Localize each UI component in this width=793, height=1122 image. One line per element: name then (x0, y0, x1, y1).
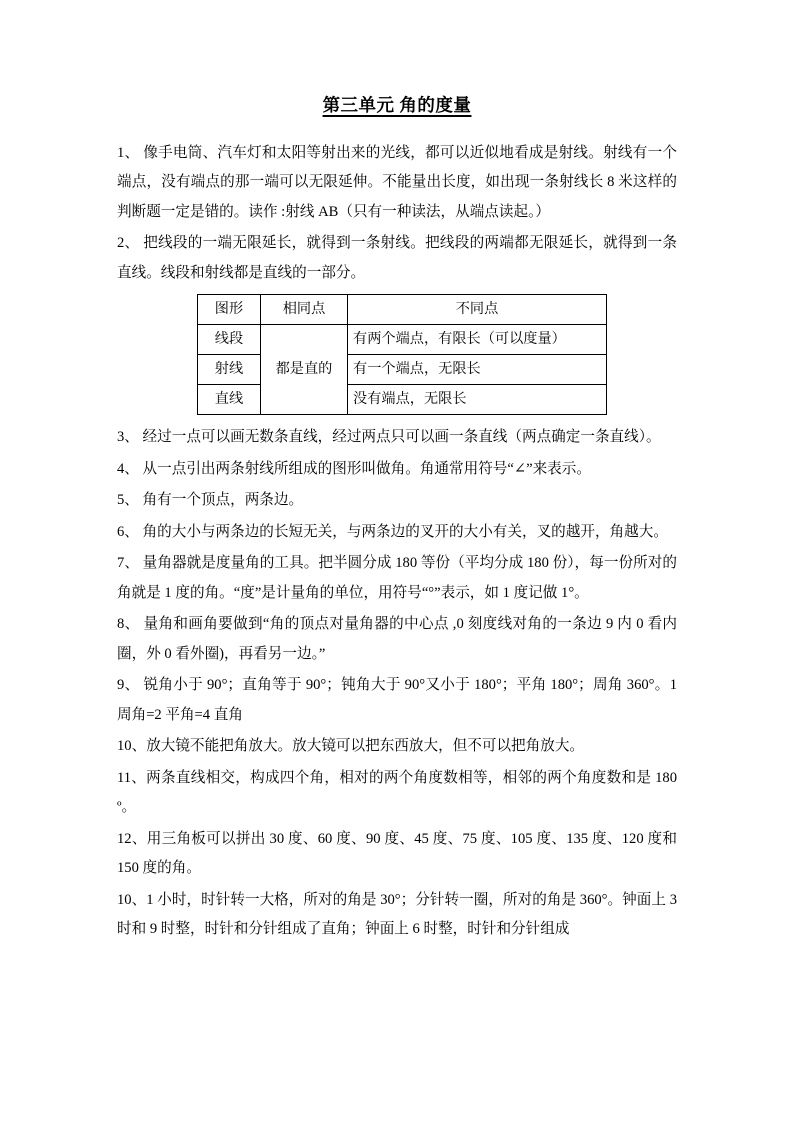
table-cell-diff: 没有端点，无限长 (348, 385, 607, 415)
item-5: 5、 角有一个顶点，两条边。 (117, 492, 304, 509)
item-2: 2、 把线段的一端无限延长，就得到一条射线。把线段的两端都无限延长，就得到一条直线。线段和射线都是直线的一部分。 (117, 235, 677, 281)
item-11: 11、两条直线相交，构成四个角，相对的两个角度数相等，相邻的两个角度数和是 180º。 (117, 769, 677, 816)
table-header-shape: 图形 (198, 295, 261, 325)
page-title-text: 第三单元 角的度量 (322, 95, 472, 115)
item-8: 8、 量角和画角要做到“角的顶点对量角器的中心点 ,0 刻度线对角的一条边 9 内 0 看内圈，外 0 看外圈)，再看另一边。” (117, 616, 677, 662)
table-row (198, 325, 607, 355)
item-7: 7、 量角器就是度量角的工具。把半圆分成 180 等份（平均分成 180 份），每一份所对的角就是 1 度的角。“度”是计量角的单位，用符号“°”表示，如 1 度记做 1°。 (117, 555, 677, 601)
table-cell-shape: 射线 (198, 355, 261, 385)
comparison-table-wrap (117, 294, 677, 415)
table-header-diff: 不同点 (348, 295, 607, 325)
table-cell-shape: 直线 (198, 385, 261, 415)
item-12: 12、用三角板可以拼出 30 度、60 度、90 度、45 度、75 度、105 度、135 度、120 度和 150 度的角。 (117, 830, 677, 877)
table-cell-shape: 线段 (198, 325, 261, 355)
item-3: 3、 经过一点可以画无数条直线，经过两点只可以画一条直线（两点确定一条直线）。 (117, 429, 661, 446)
table-cell-diff: 有一个端点，无限长 (348, 355, 607, 385)
table-header-row (198, 295, 607, 325)
table-row (198, 355, 607, 385)
comparison-table (197, 294, 607, 415)
table-cell-same-merged: 都是直的 (261, 325, 348, 415)
item-6: 6、 角的大小与两条边的长短无关，与两条边的叉开的大小有关，叉的越开，角越大。 (117, 523, 668, 540)
table-row (198, 385, 607, 415)
table-header-same: 相同点 (261, 295, 348, 325)
item-10: 10、放大镜不能把角放大。放大镜可以把东西放大，但不可以把角放大。 (117, 738, 585, 755)
page-title (117, 94, 677, 117)
table-cell-diff: 有两个端点，有限长（可以度量） (348, 325, 607, 355)
item-13: 10、1 小时，时针转一大格，所对的角是 30°；分针转一圈，所对的角是 360°。钟面上 3 时和 9 时整，时针和分针组成了直角；钟面上 6 时整，时针和分针组成 (117, 891, 677, 938)
item-9: 9、 锐角小于 90°；直角等于 90°；钝角大于 90°又小于 180°；平角 180°；周角 360°。1 周角=2 平角=4 直角 (117, 677, 677, 723)
item-1: 1、 像手电筒、汽车灯和太阳等射出来的光线，都可以近似地看成是射线。射线有一个端点，没有端点的那一端可以无限延伸。不能量出长度，如出现一条射线长 8 米这样的判断题一定是错的。读作 :射线 AB（只有一种读法，从端点读起。） (117, 144, 677, 220)
item-4: 4、 从一点引出两条射线所组成的图形叫做角。角通常用符号“∠”来表示。 (117, 460, 591, 477)
document-body (117, 94, 677, 947)
